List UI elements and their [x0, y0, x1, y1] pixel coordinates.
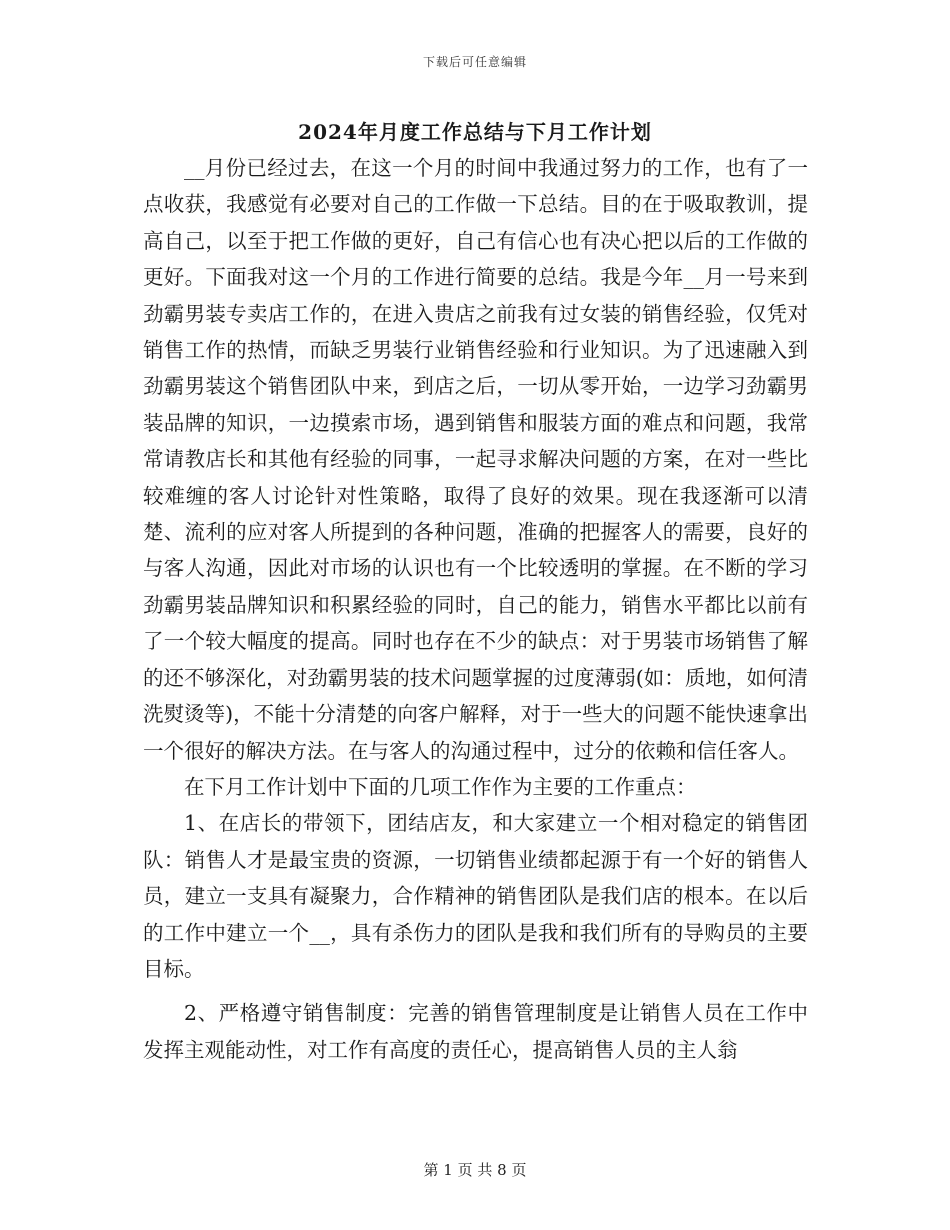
page-number: 第 1 页 共 8 页	[423, 1161, 527, 1179]
paragraph-plan-intro: 在下月工作计划中下面的几项工作作为主要的工作重点：	[184, 774, 697, 799]
paragraph-summary: __月份已经过去，在这一个月的时间中我通过努力的工作，也有了一点收获，我感觉有必要对自己的工作做一下总结。目的在于吸取教训，提高自己，以至于把工作做的更好，自己有信心也有决心把以后的工作做的更好。下面我对这一个月的工作进行简要的总结。我是今年__月一号来到劲霸男装专卖店工作的，在进入贵店之前我有过女装的销售经验，仅凭对销售工作的热情，而缺乏男装行业销售经验和行业知识。为了迅速融入到劲霸男装这个销售团队中来，到店之后，一切从零开始，一边学习劲霸男装品牌的知识，一边摸索市场，遇到销售和服装方面的难点和问题，我常常请教店长和其他有经验的同事，一起寻求解决问题的方案，在对一些比较难缠的客人讨论针对性策略，取得了良好的效果。现在我逐渐可以清楚、流利的应对客人所提到的各种问题，准确的把握客人的需要，良好的与客人沟通，因此对市场的认识也有一个比较透明的掌握。在不断的学习劲霸男装品牌知识和积累经验的同时，自己的能力，销售水平都比以前有了一个较大幅度的提高。同时也存在不少的缺点：对于男装市场销售了解的还不够深化，对劲霸男装的技术问题掌握的过度薄弱(如：质地，如何清洗熨烫等)，不能十分清楚的向客户解释，对于一些大的问题不能快速拿出一个很好的解决方法。在与客人的沟通过程中，过分的依赖和信任客人。	[143, 156, 808, 763]
page-header-note: 下载后可任意编辑	[422, 55, 527, 69]
paragraph-plan-item-1: 1、在店长的带领下，团结店友，和大家建立一个相对稳定的销售团队：销售人才是最宝贵的资源，一切销售业绩都起源于有一个好的销售人员，建立一支具有凝聚力，合作精神的销售团队是我们店的根本。在以后的工作中建立一个__，具有杀伤力的团队是我和我们所有的导购员的主要目标。	[143, 811, 808, 981]
document-body	[143, 150, 808, 1068]
paragraph-plan-item-2: 2、严格遵守销售制度：完善的销售管理制度是让销售人员在工作中发挥主观能动性，对工作有高度的责任心，提高销售人员的主人翁	[143, 1001, 808, 1062]
document-title: 2024年月度工作总结与下月工作计划	[298, 120, 652, 144]
